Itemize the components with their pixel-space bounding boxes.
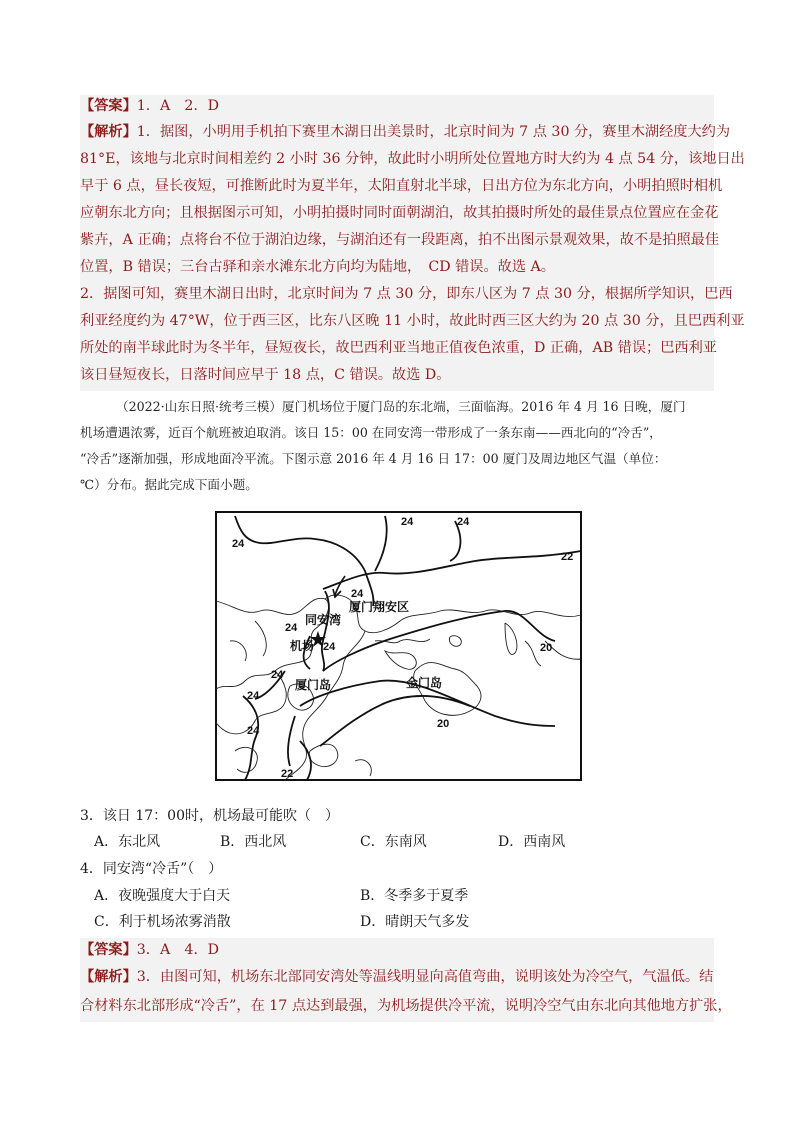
question-3-stem: 3．该日 17：00时，机场最可能吹（ ） — [80, 808, 339, 824]
isotherm-label: 24 — [232, 538, 245, 550]
isotherm-label: 22 — [561, 551, 574, 563]
analysis-line: 位置，B 错误；三台古驿和亲水滩东北方向均为陆地， CD 错误。故选 A。 — [80, 259, 555, 275]
isotherm-label: 24 — [247, 725, 260, 737]
analysis-line: 紫卉，A 正确；点将台不位于湖泊边缘，与湖泊还有一段距离，拍不出图示景观效果，故不是拍照最佳 — [80, 232, 720, 248]
isotherm-label: 22 — [281, 768, 294, 780]
q4-option-d[interactable]: D．晴朗天气多发 — [360, 914, 470, 930]
analysis-text: 3．由图可知，机场东北部同安湾处等温线明显向高值弯曲，说明该处为冷空气，气温低。结 — [136, 969, 714, 985]
analysis-line: 早于 6 点，昼长夜短，可推断此时为夏半年，太阳直射北半球，日出方位为东北方向，小明拍照时相机 — [80, 178, 723, 194]
analysis-text: 1．据图，小明用手机拍下赛里木湖日出美景时，北京时间为 7 点 30 分，赛里木湖经度大约为 — [136, 124, 731, 140]
answer-text: 1．A 2．D — [136, 98, 220, 114]
map-frame — [216, 512, 581, 780]
analysis-line: 合材料东北部形成“冷舌”，在 17 点达到最强，为机场提供冷平流，说明冷空气由东北向其他地方扩张， — [80, 998, 732, 1014]
answer-line-1 — [80, 96, 219, 116]
q3-option-c[interactable]: C．东南风 — [360, 834, 427, 850]
question-4-stem: 4．同安湾“冷舌”（ ） — [80, 861, 223, 877]
label-jinmen: 金门岛 — [406, 676, 443, 690]
answer-text: 3．A 4．D — [136, 942, 220, 958]
analysis-line: 所处的南半球此时为冬半年，昼短夜长，故巴西利亚当地正值夜色浓重，D 正确，AB 错误；巴西利亚 — [80, 340, 717, 356]
isotherm-label: 24 — [351, 588, 364, 600]
label-tongan: 同安湾 — [305, 613, 342, 627]
analysis-line — [80, 967, 713, 987]
label-airport: 机场 — [290, 639, 315, 653]
q3-option-a[interactable]: A．东北风 — [94, 834, 161, 850]
label-xiangan: 厦门翔安区 — [349, 600, 410, 614]
temperature-map — [215, 511, 582, 781]
q4-option-b[interactable]: B．冬季多于夏季 — [360, 888, 469, 904]
analysis-line — [80, 122, 730, 142]
isotherm-label: 24 — [401, 516, 414, 528]
intro-line: （2022·山东日照·统考三模）厦门机场位于厦门岛的东北端，三面临海。2016 年 4 月 16 日晚，厦门 — [116, 399, 686, 414]
analysis-line: 81°E，该地与北京时间相差约 2 小时 36 分钟，故此时小明所处位置地方时大约为 4 点 54 分，该地日出 — [80, 151, 745, 167]
q4-option-c[interactable]: C．利于机场浓雾消散 — [94, 914, 231, 930]
label-xiamen-island: 厦门岛 — [295, 678, 332, 692]
analysis-line: 应朝东北方向；且根据图示可知，小明拍摄时同时面朝湖泊，故其拍摄时所处的最佳景点位置应在金花 — [80, 205, 719, 221]
q4-option-a[interactable]: A．夜晚强度大于白天 — [94, 888, 231, 904]
analysis-line: 该日昼短夜长，日落时间应早于 18 点，C 错误。故选 D。 — [80, 367, 451, 383]
q3-option-b[interactable]: B．西北风 — [220, 834, 287, 850]
answer-tag: 【答案】 — [80, 942, 137, 958]
answer-line-2 — [80, 940, 219, 960]
isotherm-label: 24 — [271, 669, 284, 681]
analysis-line: 利亚经度约为 47°W，位于西三区，比东八区晚 11 小时，故此时西三区大约为 20 点 30 分，且巴西利亚 — [80, 313, 745, 329]
isotherm-label: 20 — [540, 642, 553, 654]
intro-line: “冷舌”逐渐加强，形成地面冷平流。下图示意 2016 年 4 月 16 日 17：00 厦门及周边地区气温（单位： — [80, 451, 667, 466]
isotherm-label: 24 — [323, 641, 336, 653]
isotherm-label: 24 — [285, 622, 298, 634]
isotherm-label: 20 — [437, 718, 450, 730]
analysis-tag: 【解析】 — [80, 124, 137, 140]
isotherm-label: 24 — [457, 516, 470, 528]
intro-line: ℃）分布。据此完成下面小题。 — [80, 477, 258, 492]
analysis-line: 2．据图可知，赛里木湖日出时，北京时间为 7 点 30 分，即东八区为 7 点 30 分，根据所学知识，巴西 — [80, 286, 733, 302]
isotherm-label: 24 — [247, 690, 260, 702]
answer-tag: 【答案】 — [80, 98, 137, 114]
q3-option-d[interactable]: D．西南风 — [498, 834, 566, 850]
intro-line: 机场遭遇浓雾，近百个航班被迫取消。该日 15：00 在同安湾一带形成了一条东南——西北向的“冷舌”， — [80, 425, 662, 440]
analysis-tag: 【解析】 — [80, 969, 137, 985]
